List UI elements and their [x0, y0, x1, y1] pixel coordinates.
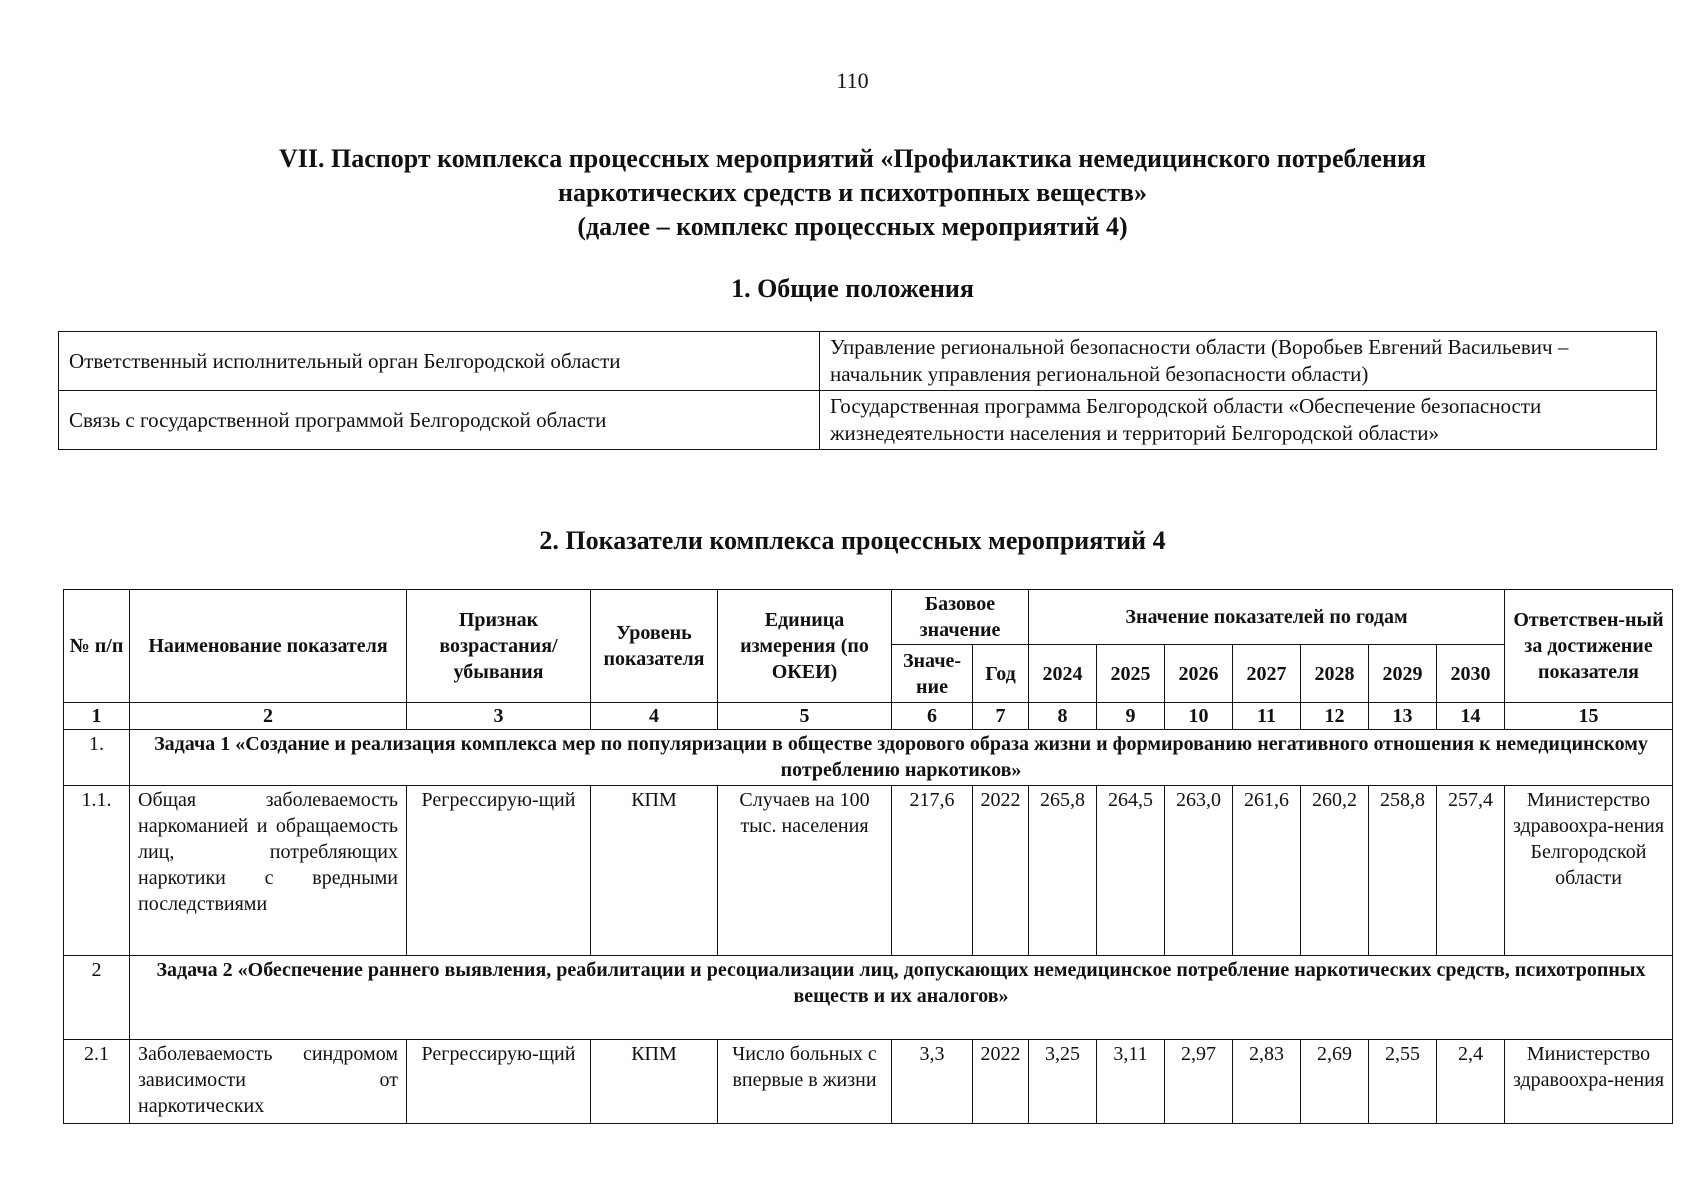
header-num: № п/п	[64, 590, 130, 703]
general-label: Связь с государственной программой Белгородской области	[59, 391, 820, 450]
table-header-row	[64, 590, 1673, 645]
indicator-unit: Случаев на 100 тыс. населения	[718, 786, 892, 956]
base-year: 2022	[973, 1040, 1029, 1124]
header-year: 2029	[1369, 645, 1437, 703]
column-number: 6	[892, 703, 973, 730]
task-title: Задача 2 «Обеспечение раннего выявления, реабилитации и ресоциализации лиц, допускающих немедицинское потребление наркотических средств, психотропных веществ и их аналогов»	[130, 956, 1673, 1040]
column-number: 4	[591, 703, 718, 730]
page-number: 110	[836, 68, 869, 93]
column-number: 7	[973, 703, 1029, 730]
title-line-2: наркотических средств и психотропных веществ»	[558, 178, 1147, 207]
title-line-1: VII. Паспорт комплекса процессных мероприятий «Профилактика немедицинского потребления	[279, 144, 1426, 173]
indicator-name: Заболеваемость синдромом зависимости от наркотических	[130, 1040, 407, 1124]
task-num: 1.	[64, 730, 130, 786]
base-value: 3,3	[892, 1040, 973, 1124]
indicator-unit: Число больных с впервые в жизни	[718, 1040, 892, 1124]
base-value: 217,6	[892, 786, 973, 956]
row-num: 1.1.	[64, 786, 130, 956]
indicators-table	[63, 589, 1673, 1124]
general-value: Управление региональной безопасности области (Воробьев Евгений Васильевич – начальник управления региональной безопасности области)	[820, 332, 1657, 391]
header-name: Наименование показателя	[130, 590, 407, 703]
column-number: 13	[1369, 703, 1437, 730]
column-numbers-row	[64, 703, 1673, 730]
year-value: 2,69	[1301, 1040, 1369, 1124]
responsible: Министерство здравоохра-нения Белгородской области	[1505, 786, 1673, 956]
year-value: 3,25	[1029, 1040, 1097, 1124]
base-year: 2022	[973, 786, 1029, 956]
column-number: 14	[1437, 703, 1505, 730]
header-responsible: Ответствен-ный за достижение показателя	[1505, 590, 1673, 703]
year-value: 258,8	[1369, 786, 1437, 956]
year-value: 257,4	[1437, 786, 1505, 956]
task-row	[64, 730, 1673, 786]
general-label: Ответственный исполнительный орган Белгородской области	[59, 332, 820, 391]
year-value: 264,5	[1097, 786, 1165, 956]
section-2-title: 2. Показатели комплекса процессных мероприятий 4	[539, 526, 1166, 555]
task-num: 2	[64, 956, 130, 1040]
column-number: 10	[1165, 703, 1233, 730]
header-year: 2027	[1233, 645, 1301, 703]
title-line-3: (далее – комплекс процессных мероприятий 4)	[577, 212, 1128, 241]
year-value: 263,0	[1165, 786, 1233, 956]
year-value: 260,2	[1301, 786, 1369, 956]
table-row	[64, 786, 1673, 956]
row-num: 2.1	[64, 1040, 130, 1124]
header-base-value: Значе-ние	[892, 645, 973, 703]
indicator-level: КПМ	[591, 1040, 718, 1124]
header-year: 2026	[1165, 645, 1233, 703]
column-number: 9	[1097, 703, 1165, 730]
indicator-sign: Регрессирую-щий	[407, 1040, 591, 1124]
indicator-name: Общая заболеваемость наркоманией и обращаемость лиц, потребляющих наркотики с вредными последствиями	[130, 786, 407, 956]
table-row	[59, 391, 1657, 450]
table-row	[64, 1040, 1673, 1124]
header-base-year: Год	[973, 645, 1029, 703]
column-number: 8	[1029, 703, 1097, 730]
column-number: 1	[64, 703, 130, 730]
column-number: 12	[1301, 703, 1369, 730]
task-title: Задача 1 «Создание и реализация комплекса мер по популяризации в обществе здорового образа жизни и формированию негативного отношения к немедицинскому потреблению наркотиков»	[130, 730, 1673, 786]
header-sign: Признак возрастания/ убывания	[407, 590, 591, 703]
column-number: 15	[1505, 703, 1673, 730]
task-row	[64, 956, 1673, 1040]
year-value: 2,4	[1437, 1040, 1505, 1124]
column-number: 5	[718, 703, 892, 730]
indicator-level: КПМ	[591, 786, 718, 956]
column-number: 3	[407, 703, 591, 730]
year-value: 3,11	[1097, 1040, 1165, 1124]
header-year: 2024	[1029, 645, 1097, 703]
year-value: 2,55	[1369, 1040, 1437, 1124]
responsible: Министерство здравоохра-нения	[1505, 1040, 1673, 1124]
year-value: 265,8	[1029, 786, 1097, 956]
table-row	[59, 332, 1657, 391]
header-year: 2025	[1097, 645, 1165, 703]
header-level: Уровень показателя	[591, 590, 718, 703]
column-number: 11	[1233, 703, 1301, 730]
year-value: 261,6	[1233, 786, 1301, 956]
header-unit: Единица измерения (по ОКЕИ)	[718, 590, 892, 703]
year-value: 2,97	[1165, 1040, 1233, 1124]
header-year: 2030	[1437, 645, 1505, 703]
year-value: 2,83	[1233, 1040, 1301, 1124]
indicator-sign: Регрессирую-щий	[407, 786, 591, 956]
column-number: 2	[130, 703, 407, 730]
header-base: Базовое значение	[892, 590, 1029, 645]
section-1-title: 1. Общие положения	[731, 274, 974, 303]
general-value: Государственная программа Белгородской области «Обеспечение безопасности жизнедеятельности населения и территорий Белгородской области»	[820, 391, 1657, 450]
general-provisions-table	[58, 331, 1657, 450]
header-years-group: Значение показателей по годам	[1029, 590, 1505, 645]
header-year: 2028	[1301, 645, 1369, 703]
document-title	[0, 142, 1705, 244]
